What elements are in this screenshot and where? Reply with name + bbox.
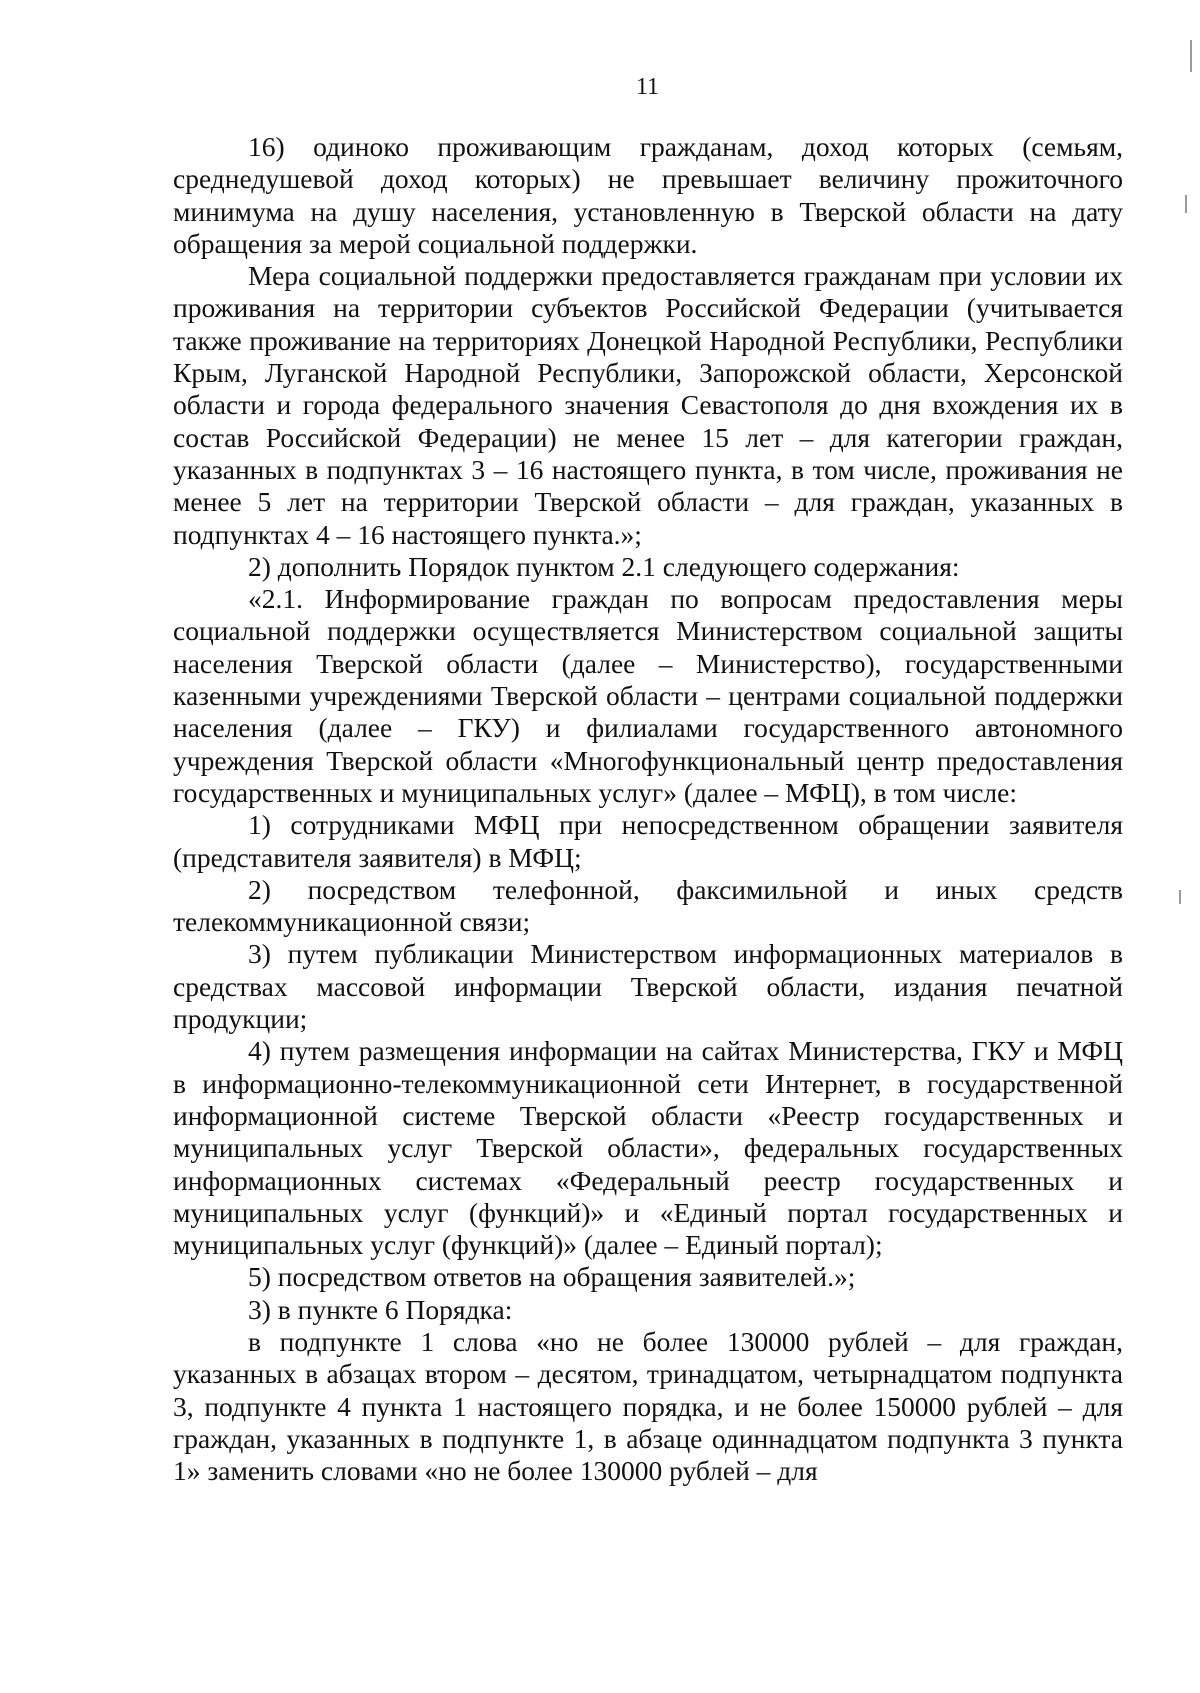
page-number: 11 [635, 74, 660, 100]
document-body [173, 131, 1123, 1487]
paragraph-informing-method-4: 4) путем размещения информации на сайтах Министерства, ГКУ и МФЦ в информационно-телекоммуникационной сети Интернет, в государственной информационной системе Тверской области «Реестр государственных и муниципальных услуг Тверской области», федеральных государственных информационных системах «Федеральный реестр государственных и муниципальных услуг (функций)» и «Единый портал государственных и муниципальных услуг (функций)» (далее – Единый портал); [173, 1035, 1123, 1261]
paragraph-residence-condition: Мера социальной поддержки предоставляется гражданам при условии их проживания на территории субъектов Российской Федерации (учитывается также проживание на территориях Донецкой Народной Республики, Республики Крым, Луганской Народной Республики, Запорожской области, Херсонской области и города федерального значения Севастополя до дня вхождения их в состав Российской Федерации) не менее 15 лет – для категории граждан, указанных в подпунктах 3 – 16 настоящего пункта, в том числе, проживания не менее 5 лет на территории Тверской области – для граждан, указанных в подпунктах 4 – 16 настоящего пункта.»; [173, 260, 1123, 550]
scan-edge-mark [1185, 195, 1187, 213]
paragraph-informing-method-5: 5) посредством ответов на обращения заявителей.»; [248, 1261, 856, 1293]
paragraph-subitem-1-change: в подпункте 1 слова «но не более 130000 рублей – для граждан, указанных в абзацах втором – десятом, тринадцатом, четырнадцатом подпункта 3, подпункте 4 пункта 1 настоящего порядка, и не более 150000 рублей – для граждан, указанных в подпункте 1, в абзаце одиннадцатом подпункта 3 пункта 1» заменить словами «но не более 130000 рублей – для [173, 1325, 1123, 1487]
paragraph-amendment-2: 2) дополнить Порядок пунктом 2.1 следующего содержания: [248, 550, 960, 582]
paragraph-informing-method-1: 1) сотрудниками МФЦ при непосредственном обращении заявителя (представителя заявителя) в МФЦ; [173, 809, 1123, 873]
scan-edge-mark [1179, 890, 1181, 904]
scan-edge-mark [1190, 40, 1192, 72]
paragraph-amendment-3: 3) в пункте 6 Порядка: [248, 1293, 513, 1325]
paragraph-item-16: 16) одиноко проживающим гражданам, доход которых (семьям, среднедушевой доход которых) не превышает величину прожиточного минимума на душу населения, установленную в Тверской области на дату обращения за мерой социальной поддержки. [173, 131, 1123, 259]
paragraph-informing-method-2: 2) посредством телефонной, факсимильной и иных средств телекоммуникационной связи; [173, 873, 1123, 938]
paragraph-informing-2-1: «2.1. Информирование граждан по вопросам предоставления меры социальной поддержки осуществляется Министерством социальной защиты населения Тверской области (далее – Министерство), государственными казенными учреждениями Тверской области – центрами социальной поддержки населения (далее – ГКУ) и филиалами государственного автономного учреждения Тверской области «Многофункциональный центр предоставления государственных и муниципальных услуг» (далее – МФЦ), в том числе: [173, 583, 1123, 808]
paragraph-informing-method-3: 3) путем публикации Министерством информационных материалов в средствах массовой информации Тверской области, издания печатной продукции; [173, 938, 1123, 1035]
